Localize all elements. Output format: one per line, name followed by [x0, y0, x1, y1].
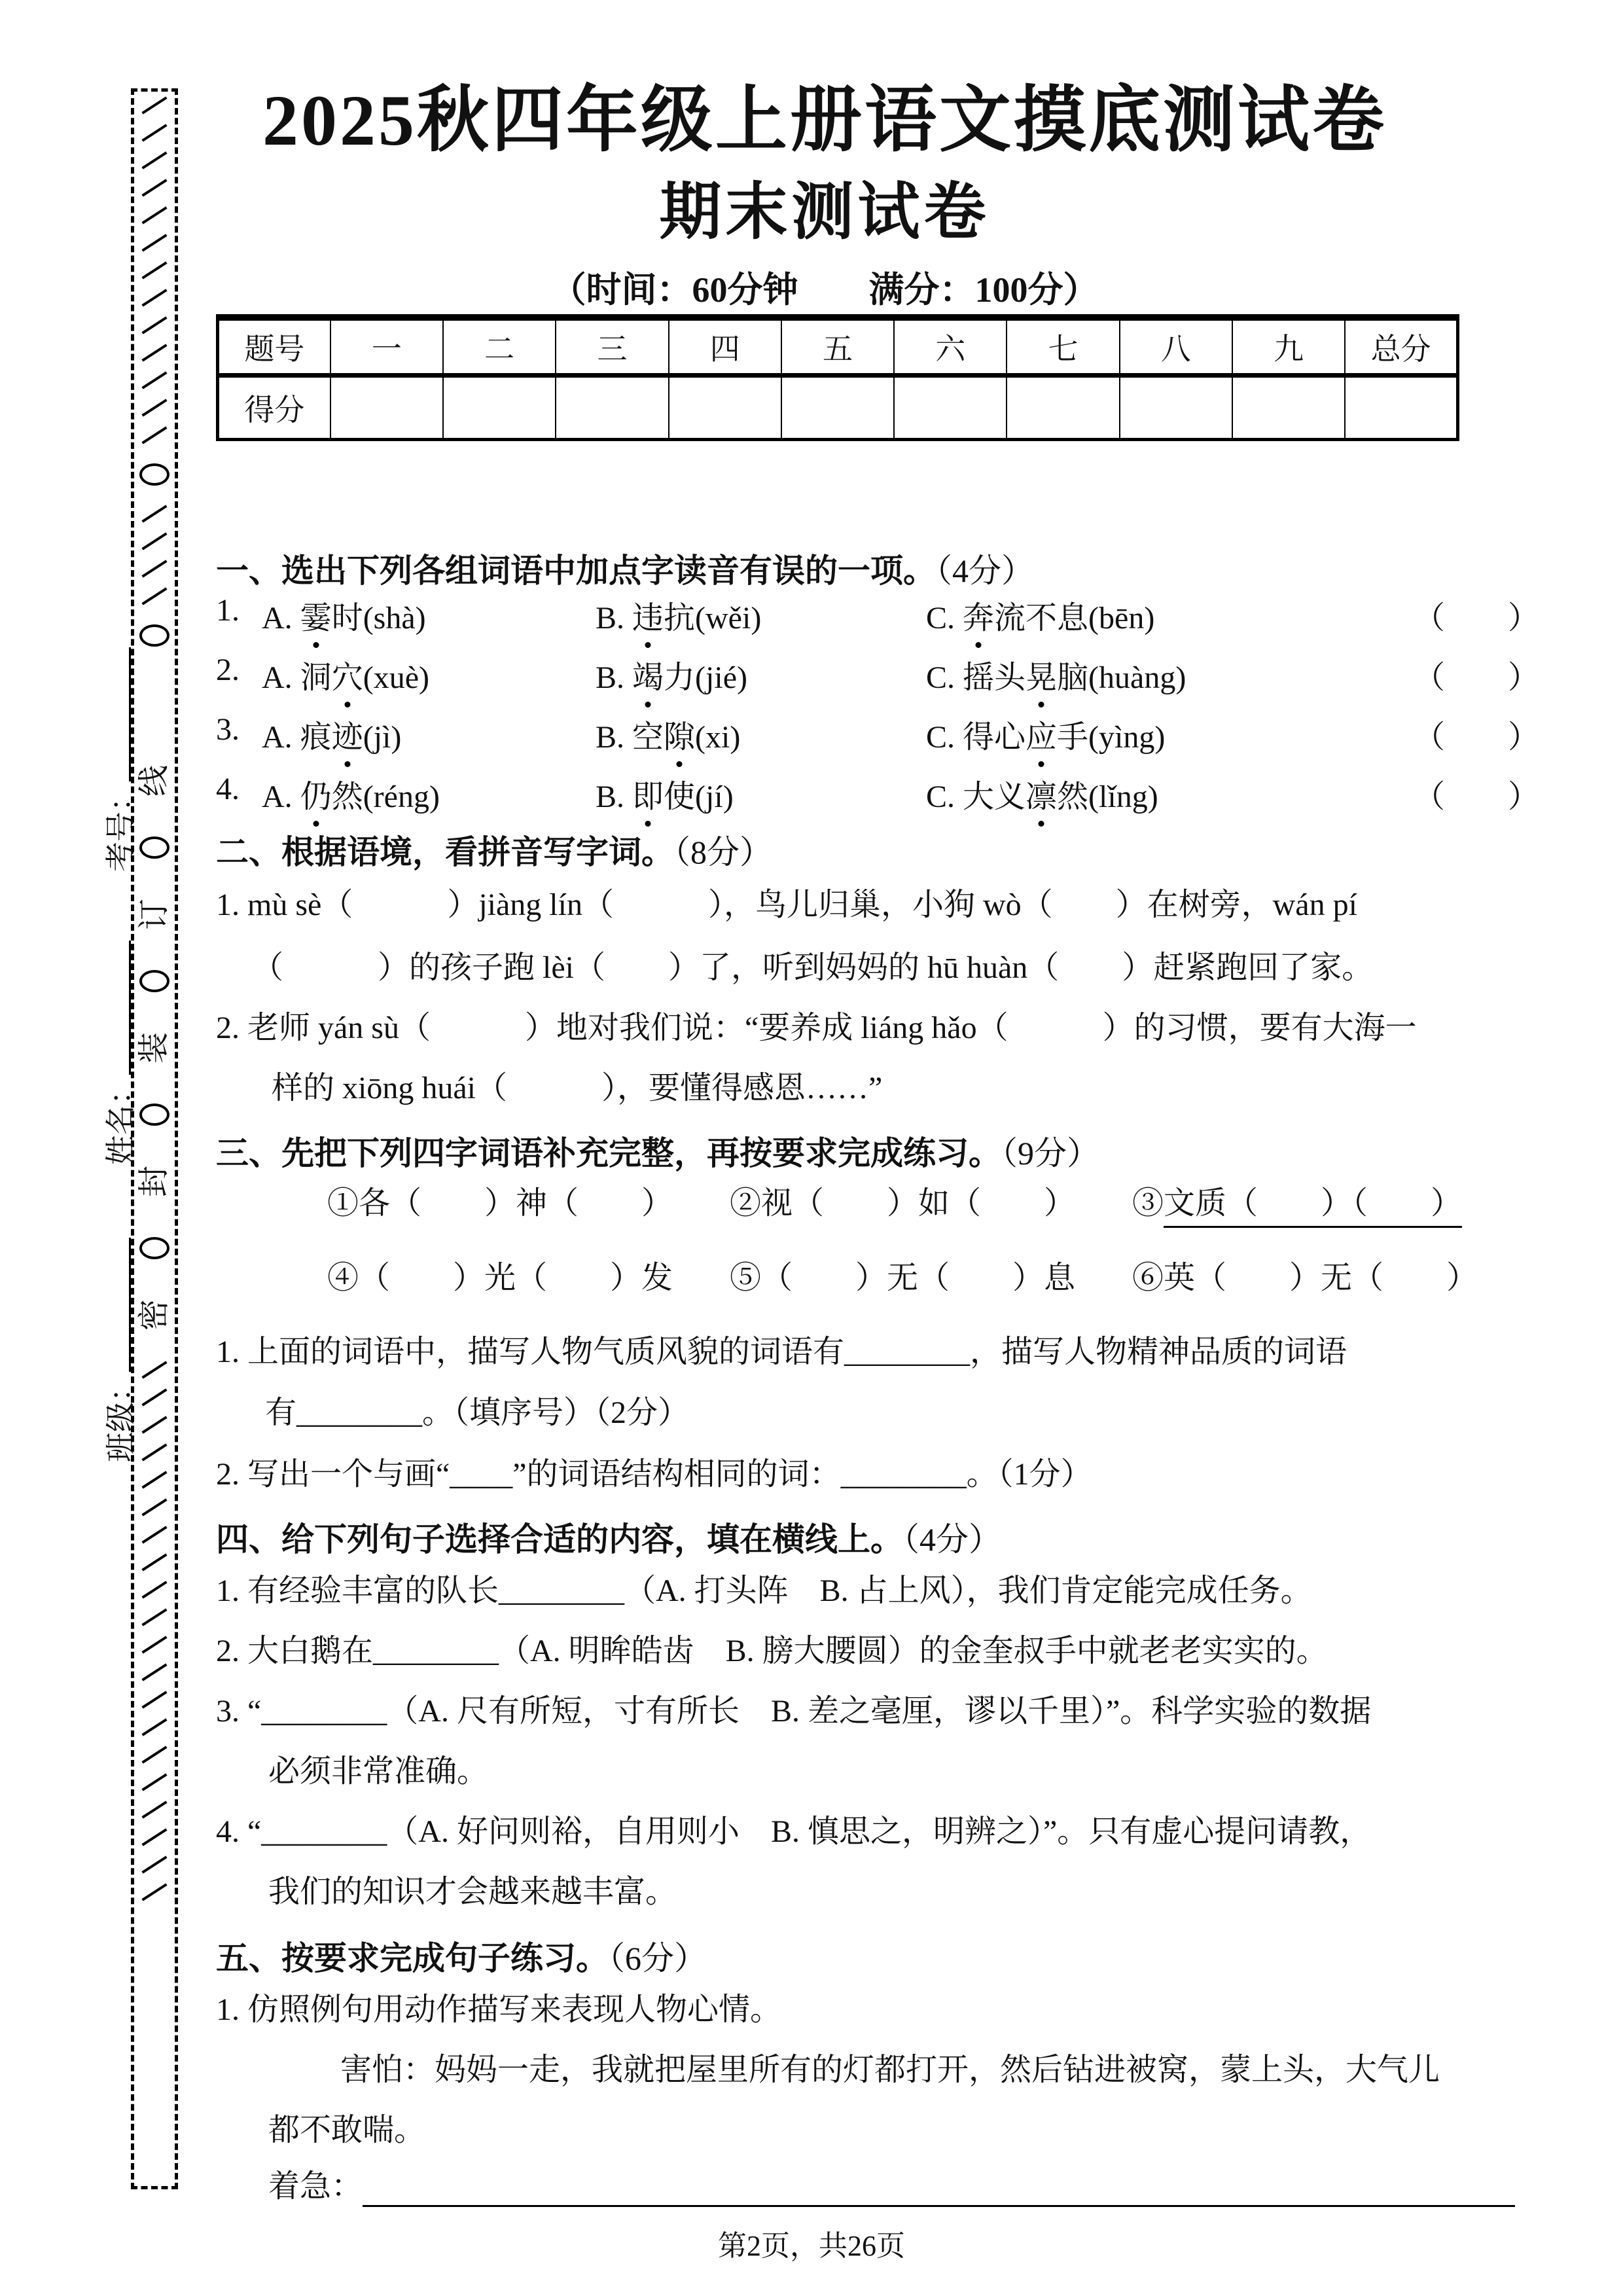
idiom-5: ⑤（ ）无（ ）息: [730, 1261, 1076, 1295]
option-b: B. 竭力(jié): [596, 652, 747, 697]
option-c: C. 得心应手(yìng): [926, 711, 1165, 757]
section-3-score: （9分）: [1001, 1135, 1099, 1172]
score-cell: [781, 376, 894, 440]
slash-mark: [141, 1718, 167, 1736]
slash-mark: [141, 151, 167, 169]
slash-mark: [141, 371, 167, 389]
option-b: B. 即使(jí): [596, 771, 734, 816]
section-5-score: （6分）: [609, 1940, 707, 1977]
score-table-header-cell: 总分: [1345, 317, 1457, 376]
score-cell: [669, 376, 781, 440]
section-2-item-1-line-2: （ ）的孩子跑 lèi（ ）了，听到妈妈的 hū huàn（ ）赶紧跑回了家。: [252, 950, 1374, 985]
idiom-4: ④（ ）光（ ）发: [327, 1261, 673, 1295]
circle-mark: [139, 836, 169, 859]
score-cell: [443, 376, 556, 440]
exam-number-blank-line: [122, 647, 131, 781]
option-a: A. 痕迹(jì): [262, 711, 401, 757]
slash-mark: [141, 96, 167, 114]
score-cell: [1120, 376, 1232, 440]
score-cell: [1007, 376, 1119, 440]
idiom-completion-row-2: [216, 1258, 1525, 1304]
seal-character: 装: [136, 1031, 171, 1064]
answer-parentheses: （ ）: [1414, 720, 1540, 755]
answer-prompt-label: 着急：: [268, 2169, 363, 2204]
slash-mark: [141, 399, 167, 416]
slash-mark: [141, 1608, 167, 1626]
student-name-field: [97, 941, 140, 1165]
section-3-question-1-line-2: 有________。（填序号）（2分）: [265, 1395, 690, 1430]
question-number: 1.: [216, 593, 240, 628]
option-c: C. 奔流不息(bēn): [926, 592, 1154, 637]
section-4-item-1: 1. 有经验丰富的队长________（A. 打头阵 B. 占上风），我们肯定能完成任务。: [216, 1573, 1312, 1608]
option-b: B. 违抗(wěi): [596, 592, 761, 637]
slash-mark: [141, 426, 167, 444]
question-number: 3.: [216, 712, 240, 747]
idiom-completion-row-1: [216, 1183, 1525, 1229]
section-2-heading: 二、根据语境，看拼音写字词。（8分）: [216, 834, 772, 870]
option-a: A. 霎时(shà): [262, 592, 426, 637]
section-2-item-2-line-2: 样的 xiōng huái（ ），要懂得感恩……”: [272, 1071, 883, 1105]
answer-parentheses: （ ）: [1414, 601, 1540, 636]
option-c: C. 摇头晃脑(huàng): [926, 652, 1186, 697]
option-c: C. 大义凛然(lǐng): [926, 771, 1158, 816]
slash-mark: [141, 1553, 167, 1571]
slash-mark: [141, 1361, 167, 1378]
section-4-score: （4分）: [903, 1521, 1001, 1558]
score-cell: [556, 376, 668, 440]
slash-mark: [141, 1746, 167, 1763]
page-subtitle: 期末测试卷: [659, 177, 990, 247]
slash-mark: [141, 289, 167, 306]
score-table-header-cell: 题号: [218, 317, 330, 376]
class-blank-line: [122, 1238, 131, 1372]
idiom-2: ②视（ ）如（ ）: [730, 1186, 1076, 1221]
score-cell: [1232, 376, 1345, 440]
pronunciation-question-row: [216, 652, 1540, 711]
exam-number-field: [97, 647, 140, 872]
pronunciation-question-row: [216, 771, 1540, 831]
circle-mark: [139, 970, 169, 992]
page-title: 2025秋四年级上册语文摸底测试卷: [262, 81, 1387, 160]
slash-mark: [141, 234, 167, 251]
section-2-item-2-line-1: 2. 老师 yán sù（ ）地对我们说：“要养成 liáng hǎo（ ）的习惯，要有大海一: [216, 1011, 1417, 1045]
slash-mark: [141, 1801, 167, 1818]
answer-blank-line: [363, 2171, 1515, 2207]
circle-mark: [139, 624, 169, 647]
section-4-item-4-line-1: 4. “________（A. 好问则裕，自用则小 B. 慎思之，明辨之）”。只有虚心提问请教，: [216, 1814, 1372, 1849]
score-table-header-cell: 一: [330, 317, 443, 376]
score-table-header-cell: 八: [1120, 317, 1232, 376]
slash-mark: [141, 344, 167, 361]
section-5-heading: 五、按要求完成句子练习。（6分）: [216, 1940, 707, 1977]
score-table: [216, 314, 1459, 441]
option-a: A. 仍然(réng): [262, 771, 440, 816]
section-1-score: （4分）: [936, 552, 1034, 589]
slash-mark: [141, 206, 167, 224]
slash-mark: [141, 560, 167, 577]
exam-number-label: 考号：: [104, 781, 137, 872]
slash-mark: [141, 1636, 167, 1653]
score-table-header-cell: 六: [894, 317, 1007, 376]
score-table-header-cell: 四: [669, 317, 781, 376]
slash-mark: [141, 1663, 167, 1681]
circle-mark: [139, 1237, 169, 1259]
option-a: A. 洞穴(xuè): [262, 652, 429, 697]
section-4-item-4-line-2: 我们的知识才会越来越丰富。: [268, 1874, 677, 1909]
slash-mark: [141, 587, 167, 605]
section-4-item-3-line-2: 必须非常准确。: [268, 1754, 489, 1789]
slash-mark: [141, 1388, 167, 1406]
student-name-label: 姓名：: [104, 1075, 137, 1165]
seal-character: 订: [136, 898, 171, 931]
section-2-score: （8分）: [674, 834, 772, 870]
slash-mark: [141, 1526, 167, 1543]
slash-mark: [141, 1471, 167, 1488]
time-and-score-info: （时间：60分钟 满分：100分）: [550, 270, 1099, 310]
underlined-idiom: 文质（ ）（ ）: [1164, 1186, 1462, 1228]
example-sentence-line-1: 害怕：妈妈一走，我就把屋里所有的灯都打开，然后钻进被窝，蒙上头，大气儿: [340, 2053, 1440, 2087]
seal-character: 封: [136, 1165, 171, 1198]
section-4-heading: 四、给下列句子选择合适的内容，填在横线上。（4分）: [216, 1521, 1001, 1558]
score-table-header-row: [218, 317, 1458, 376]
slash-mark: [141, 505, 167, 522]
question-number: 4.: [216, 772, 240, 806]
seal-character: 密: [136, 1299, 171, 1331]
slash-mark: [141, 1443, 167, 1461]
score-cell: [1345, 376, 1457, 440]
score-cell: [894, 376, 1007, 440]
score-cell: [330, 376, 443, 440]
pronunciation-question-row: [216, 592, 1540, 652]
section-1-option-rows: [216, 592, 1540, 831]
score-row-label: 得分: [218, 376, 330, 440]
slash-mark: [141, 1856, 167, 1873]
idiom-3: ③文质（ ）（ ）: [1132, 1183, 1462, 1224]
slash-mark: [141, 1498, 167, 1516]
answer-prompt-row: [268, 2166, 1515, 2207]
slash-mark: [141, 316, 167, 334]
circle-mark: [139, 1103, 169, 1126]
example-sentence-line-2: 都不敢喘。: [268, 2113, 426, 2147]
slash-mark: [141, 1773, 167, 1791]
page-number: 第2页，共26页: [718, 2230, 905, 2262]
section-4-item-3-line-1: 3. “________（A. 尺有所短，寸有所长 B. 差之毫厘，谬以千里）”。科学实验的数据: [216, 1694, 1372, 1729]
slash-mark: [141, 1883, 167, 1901]
class-field: [97, 1238, 140, 1462]
option-b: B. 空隙(xi): [596, 711, 740, 757]
slash-mark: [141, 1416, 167, 1433]
score-table-header-cell: 五: [781, 317, 894, 376]
slash-mark: [141, 1828, 167, 1846]
score-table-header-cell: 九: [1232, 317, 1345, 376]
section-3-question-1-line-1: 1. 上面的词语中，描写人物气质风貌的词语有________，描写人物精神品质的词语: [216, 1335, 1347, 1369]
class-label: 班级：: [104, 1372, 137, 1462]
slash-mark: [141, 532, 167, 550]
section-2-item-1-line-1: 1. mù sè（ ）jiàng lín（ ），鸟儿归巢，小狗 wò（ ）在树旁，wán pí: [216, 888, 1357, 922]
section-5-item-1: 1. 仿照例句用动作描写来表现人物心情。: [216, 1992, 782, 2027]
answer-parentheses: （ ）: [1414, 780, 1540, 814]
seal-character: 线: [136, 764, 171, 797]
student-name-blank-line: [122, 941, 131, 1075]
section-4-item-2: 2. 大白鹅在________（A. 明眸皓齿 B. 膀大腰圆）的金奎叔手中就老老实实的。: [216, 1634, 1328, 1668]
question-number: 2.: [216, 653, 240, 687]
answer-parentheses: （ ）: [1414, 660, 1540, 695]
idiom-6: ⑥英（ ）无（ ）: [1132, 1261, 1478, 1295]
score-table-header-cell: 二: [443, 317, 556, 376]
score-table-header-cell: 七: [1007, 317, 1119, 376]
pronunciation-question-row: [216, 711, 1540, 771]
section-1-heading: 一、选出下列各组词语中加点字读音有误的一项。（4分）: [216, 552, 1034, 589]
score-table-header-cell: 三: [556, 317, 668, 376]
section-3-question-2: 2. 写出一个与画“____”的词语结构相同的词：________。（1分）: [216, 1457, 1092, 1492]
slash-mark: [141, 124, 167, 141]
slash-mark: [141, 179, 167, 196]
circle-mark: [139, 463, 169, 486]
slash-mark: [141, 1581, 167, 1598]
slash-mark: [141, 1691, 167, 1708]
slash-mark: [141, 261, 167, 279]
score-table-score-row: [218, 376, 1458, 440]
idiom-1: ①各（ ）神（ ）: [327, 1186, 673, 1221]
section-3-heading: 三、先把下列四字词语补充完整，再按要求完成练习。（9分）: [216, 1135, 1099, 1172]
